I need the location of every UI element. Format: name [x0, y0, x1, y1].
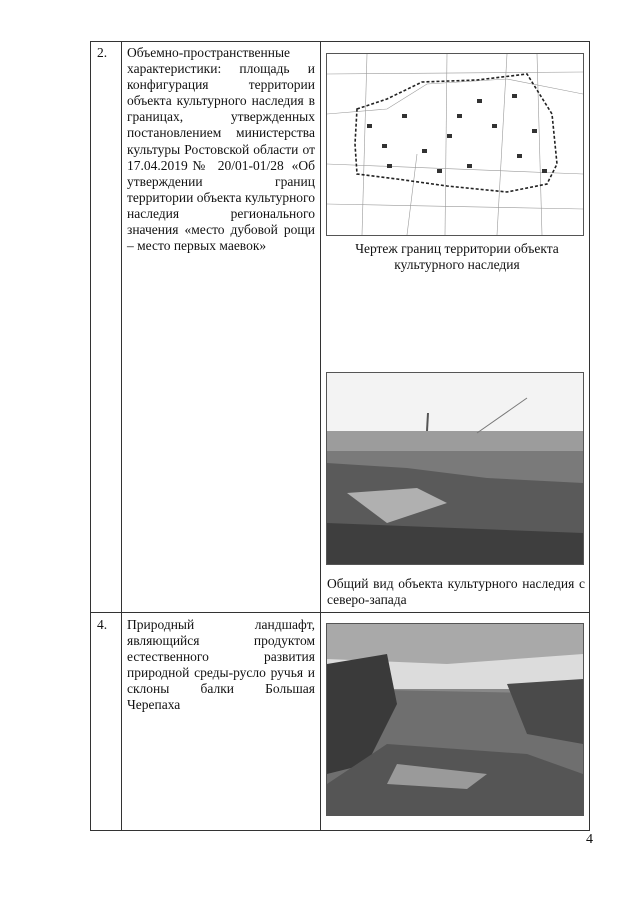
row-number: 2. [97, 45, 108, 60]
photo-caption-text: Общий вид объекта культурного наследия с северо-запада [327, 576, 585, 608]
row-description: Природный ландшафт, являющийся продуктом естественного развития природной среды-русло ручья и склоны балки Большая Черепаха [127, 617, 315, 713]
column-divider-2 [320, 42, 321, 830]
heritage-table [90, 41, 590, 831]
general-view-photo [326, 372, 584, 565]
map-caption: Чертеж границ территории объекта культурного наследия [355, 241, 559, 273]
photo-caption [327, 576, 585, 608]
column-divider-1 [121, 42, 122, 830]
photo-drawing [327, 373, 583, 564]
page-number: 4 [586, 832, 593, 847]
row-number: 4. [97, 617, 108, 632]
row-description: Объемно-пространственные характеристики: площадь и конфигурация территории объекта культурного наследия в границах, утвержденных постановлением министерства культуры Ростовской области от 17.04.2019№ 20/01-01/28 «Об утверждении границ территории объекта культурного наследия регионального значения «место дубовой рощи – место первых маевок» [127, 45, 315, 254]
landscape-drawing [327, 624, 583, 815]
row-divider [91, 612, 589, 613]
landscape-photo [326, 623, 584, 816]
map-drawing [327, 54, 583, 235]
boundary-map-image [326, 53, 584, 236]
